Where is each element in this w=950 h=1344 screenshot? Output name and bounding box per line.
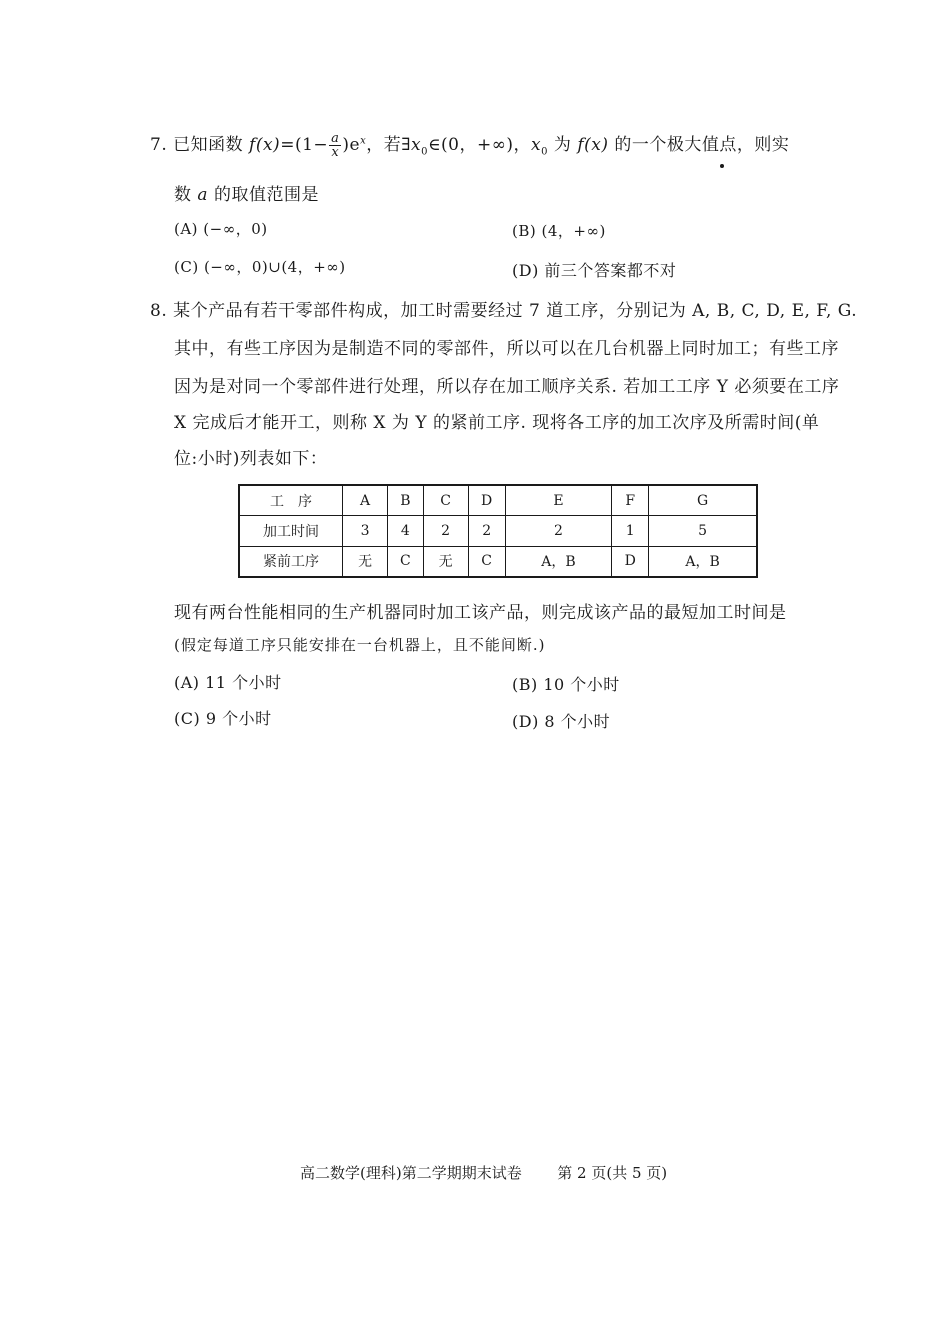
q7-frac-den: x: [331, 145, 340, 160]
q7-option-d[interactable]: (D) 前三个答案都不对: [512, 261, 677, 280]
table-cell: A，B: [649, 546, 757, 577]
table-row: [239, 516, 757, 546]
table-row: [239, 485, 757, 516]
q8-line1: 8. 某个产品有若干零部件构成，加工时需要经过 7 道工序，分别记为 A, B, C, D, E, F, G.: [150, 301, 858, 321]
q8-line3: 因为是对同一个零部件进行处理，所以存在加工顺序关系. 若加工工序 Y 必须要在工序: [174, 377, 840, 397]
table-cell: 5: [649, 516, 757, 546]
q7-mid1: ，若∃: [366, 135, 411, 155]
q7-tail: 的一个极大值点，则实: [614, 135, 790, 155]
table-row: [239, 546, 757, 577]
q7-x0-sub: 0: [421, 146, 428, 158]
q8-option-a[interactable]: (A) 11 个小时: [174, 673, 282, 692]
table-cell: F: [612, 485, 649, 516]
q7-frac-num: a: [331, 131, 340, 146]
q7-fraction: [329, 132, 341, 159]
q7-option-b[interactable]: (B) (4，+∞): [512, 222, 606, 240]
q7-mid3: 为: [553, 135, 572, 155]
table-cell: C: [388, 546, 423, 577]
table-header-cell: 工 序: [239, 485, 343, 516]
table-cell: A，B: [505, 546, 612, 577]
q7-function: f(x): [249, 135, 281, 155]
q7-line1: [150, 130, 789, 159]
table-cell: C: [468, 546, 505, 577]
q7-line2: [174, 180, 319, 205]
q7-line2-text: 数: [174, 185, 192, 205]
table-cell: D: [612, 546, 649, 577]
q7-lead: 已知函数: [173, 135, 244, 155]
footer-title: 高二数学(理科)第二学期期末试卷: [300, 1164, 522, 1182]
table-cell: E: [505, 485, 612, 516]
q7-x0b: x: [531, 135, 542, 155]
q7-eq-open: =(1−: [280, 135, 329, 155]
table-cell: B: [388, 485, 423, 516]
q8-note: (假定每道工序只能安排在一台机器上，且不能间断.): [174, 636, 546, 654]
table-cell: 3: [343, 516, 388, 546]
q8-line5: 位:小时)列表如下：: [174, 449, 328, 469]
q8-option-b[interactable]: (B) 10 个小时: [512, 675, 620, 694]
q7-function2: f(x): [577, 135, 609, 155]
table-cell: 2: [423, 516, 468, 546]
q8-option-c[interactable]: (C) 9 个小时: [174, 709, 272, 728]
q7-eq-close: )e: [342, 135, 361, 155]
q7-exp: x: [360, 135, 367, 147]
table-cell: 1: [612, 516, 649, 546]
q7-line2-var: a: [197, 185, 209, 205]
table-cell: 2: [468, 516, 505, 546]
table-cell: 2: [505, 516, 612, 546]
table-cell: A: [343, 485, 388, 516]
table-cell: G: [649, 485, 757, 516]
table-cell: D: [468, 485, 505, 516]
q7-x0: x: [410, 135, 422, 155]
q7-option-c[interactable]: (C) (−∞，0)∪(4，+∞): [174, 258, 346, 276]
table-header-cell: 加工时间: [239, 516, 343, 546]
q7-line2-tail: 的取值范围是: [213, 185, 319, 205]
q8-line2: 其中，有些工序因为是制造不同的零部件，所以可以在几台机器上同时加工；有些工序: [174, 339, 839, 359]
footer-page: 第 2 页(共 5 页): [557, 1164, 668, 1182]
page-footer: [300, 1162, 667, 1183]
table-cell: C: [423, 485, 468, 516]
q7-mid2: ∈(0，+∞)，: [427, 135, 532, 155]
q8-line4: X 完成后才能开工，则称 X 为 Y 的紧前工序. 现将各工序的加工次序及所需时间(单: [174, 413, 820, 433]
ink-dot: [720, 164, 724, 168]
table-header-cell: 紧前工序: [239, 546, 343, 577]
table-cell: 4: [388, 516, 423, 546]
process-table: [238, 484, 758, 578]
q7-option-a[interactable]: (A) (−∞，0): [174, 220, 268, 238]
q7-x0b-sub: 0: [541, 146, 548, 158]
table-cell: 无: [343, 546, 388, 577]
q8-line6: 现有两台性能相同的生产机器同时加工该产品，则完成该产品的最短加工时间是: [174, 603, 787, 623]
q7-number: 7.: [150, 135, 168, 155]
q8-option-d[interactable]: (D) 8 个小时: [512, 712, 611, 731]
table-cell: 无: [423, 546, 468, 577]
